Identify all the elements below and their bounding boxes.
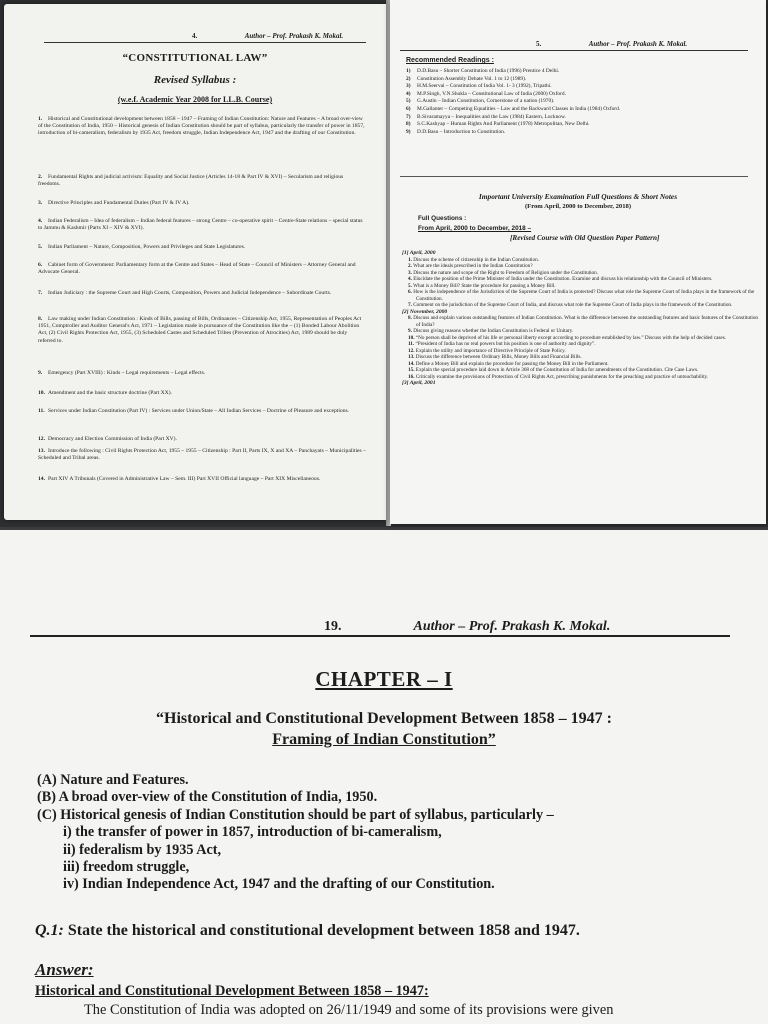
reading-item: 7) B.Sivaramayya – Inequalities and the Law (1984) Eastern, Lucknow. [406,113,566,120]
syllabus-item: 12. Democracy and Election Commission of India (Part XV). [38,436,177,442]
chapter-title [0,708,768,750]
reading-item: 6) M.Gallanter – Competing Equalities – Law and the Backward Classes in India (1984) Oxford. [406,105,621,112]
syllabus-item: 4. Indian Federalism – Idea of federalism – Indian federal features – strong Centre – co-operative spirit – Centre-State relations – special status to Jammu & Kashmir (Parts XI – XIV & XVI). [38,218,363,232]
full-questions-label: Full Questions : [418,215,467,222]
left-header-rule [44,42,366,43]
left-page-number: 4. [192,32,198,40]
question-item: 11. “President of India has no real powers but his position is one of authority and dignity”. [408,341,596,347]
reading-item: 4) M.P.Singh, V.N.Shukla – Constitutional Law of India (2000) Oxford. [406,90,566,97]
answer-heading: Answer: [35,960,94,979]
question-item: 7. Comment on the jurisdiction of the Supreme Court of India, and discuss what role the Supreme Court of India plays in the framework of the Constitution. [408,302,733,308]
topic-item: (A) Nature and Features. [37,772,189,788]
important-questions-range: (From April, 2000 to December, 2018) [524,203,632,210]
left-page-author: Author – Prof. Prakash K. Mokal. [244,32,344,40]
recommended-readings-heading: Recommended Readings : [406,57,494,64]
question-item: 13. Discuss the difference between Ordinary Bills, Money Bills and Financial Bills. [408,354,582,360]
syllabus-item: 5. Indian Parliament – Nature, Composition, Powers and Privileges and State Legislatures. [38,244,246,250]
question-group-heading: [1] April, 2000 [402,250,436,256]
revised-course-note: [Revised Course with Old Question Paper Pattern] [510,234,660,242]
syllabus-item: 8. Law making under Indian Constitution : Kinds of Bills, passing of Bills, Ordinances – Citizenship Act, 1955, Representation of Peoples Act 1951, Comptroller and Auditor General's Act, 1971 – Legislation made in pursuance of the Constitution like the – (1) Bonded Labour Abolition Act, (2) Civil Rights Protection Act, 1955, (3) Scheduled Castes and Scheduled Tribes (Prevention of Atrocities) Act, 1989 should be duly referred to. [38,316,362,344]
right-page [390,0,766,524]
question-item: 9. Discuss giving reasons whether the Indian Constitution is Federal or Unitary. [408,328,574,334]
topic-subitem: iii) freedom struggle, [63,859,190,876]
syllabus-wef: (w.e.f. Academic Year 2008 for LL.B. Course) [117,95,273,104]
syllabus-item: 3. Directive Principles and Fundamental Duties (Part IV & IV A). [38,200,190,206]
reading-item: 2) Constitution Assembly Debate Vol. 1 to 12 (1989). [406,75,527,82]
topic-item: (B) A broad over-view of the Constitution of India, 1950. [37,789,378,806]
question-group-heading: [3] April, 2001 [402,380,436,386]
right-header-rule [400,50,748,51]
question-group-heading: [2] November, 2000 [402,308,448,315]
syllabus-item: 10. Amendment and the basic structure doctrine (Part XX). [38,390,172,396]
reading-item: 5) G.Austin – Indian Constitution, Cornerstone of a nation (1970). [406,98,555,105]
question-item: 3. Discuss the nature and scope of the Right to Freedom of Religion under the Constitution. [408,269,599,276]
question-item: 15. Explain the special procedure laid down in Article 368 of the Constitution of India for amendments of the Constitution. Cite Case Laws. [408,367,699,373]
syllabus-item: 6. Cabinet form of Government: Parliamentary form at the Centre and States – Head of State – Council of Ministers – Attorney General and Advocate General. [38,262,356,276]
syllabus-item: 14. Part XIV A Tribunals (Covered in Administrative Law – Sem. III) Part XVII Official language – Part XIX Miscellaneous. [38,476,321,482]
chapter-title-line-2: Framing of Indian Constitution” [272,731,496,748]
syllabus-item: 7. Indian Judiciary : the Supreme Court and High Courts, Composition, Powers and Judicial Independence – Subordinate Courts. [38,290,332,296]
question-item: 5. What is a Money Bill? State the procedure for passing a Money Bill. [408,282,556,289]
syllabus-item: 9. Emergency (Part XVIII) : Kinds – Legal requirements – Legal effects. [38,370,206,376]
reading-item: 9) D.D.Basu – Introduction to Constitution. [406,128,506,135]
chapter-page-author: Author – Prof. Prakash K. Mokal. [413,619,611,634]
syllabus-title: “CONSTITUTIONAL LAW” [122,52,268,64]
chapter-topics [37,772,737,894]
topic-subitem: iv) Indian Independence Act, 1947 and the drafting of our Constitution. [63,876,495,893]
chapter-heading: CHAPTER – I [315,667,453,691]
question-item: 6. How is the independence of the Jurisdiction of the Supreme Court of India is protected? Discuss what role the Supreme Court of India plays in the framework of the Constitution. [408,289,755,302]
chapter-header-rule [30,635,730,637]
chapter-page [0,530,768,1024]
right-page-author: Author – Prof. Prakash K. Mokal. [588,40,688,48]
question-item: 1. Discuss the scheme of citizenship in the Indian Constitution. [408,256,539,263]
question-item: 12. Explain the utility and importance of Directive Principle of State Policy. [408,347,566,354]
question-item: 14. Define a Money Bill and explain the procedure for passing the Money Bill in the Parliament. [408,360,609,367]
question-heading [35,922,580,940]
question-number: Q.1: [35,922,64,939]
question-item: 4. Elucidate the position of the Prime Minister of India under the Constitution. Examine and discuss his relationship with the Council of Ministers. [408,276,713,282]
section-divider [400,176,748,177]
answer-paragraph: The Constitution of India was adopted on 26/11/1949 and some of its provisions were given [84,1002,614,1018]
chapter-title-line-1: “Historical and Constitutional Development Between 1858 – 1947 : [156,710,612,727]
question-item: 10. “No person shall be deprived of his life or personal liberty except according to procedure established by law.” Discuss with the help of decided cases. [408,334,727,341]
chapter-page-header [324,619,610,635]
chapter-page-number: 19. [324,619,342,634]
full-questions-range: From April, 2000 to December, 2018 – [418,225,532,232]
question-item: 2. What are the ideals prescribed in the Indian Constitution? [408,263,533,269]
syllabus-item: 1. Historical and Constitutional development between 1858 – 1947 – Framing of Indian Constitution: Nature and Features – A broad over-view of the Constitution of India, 1950 – Historical genesis of Indian Constitution should be part of syllabus, particularly the transfer of power in 1857, introduction of bi-cameralism, federalism by 1935 Act, freedom struggle, Indian Independence Act, 1947 and the drafting of our Constitution. [38,116,365,137]
reading-item: 8) S.C.Kashyap – Human Rights And Parliament (1978) Metropolitan, New Delhi. [406,121,590,128]
answer-section-heading: Historical and Constitutional Development Between 1858 – 1947: [35,983,429,999]
important-questions-title: Important University Examination Full Questions & Short Notes [478,192,678,201]
question-item: 8. Discuss and explain various outstanding features of Indian Constitution. What is the difference between the outstanding features and basic features of the Constitution of India? [408,315,759,328]
question-text: State the historical and constitutional development between 1858 and 1947. [67,922,580,939]
right-page-header [536,40,687,48]
reading-item: 3) H.M.Seervai – Constitution of India Vol. 1- 3 (1992), Tripathi. [406,83,552,90]
topic-subitem: ii) federalism by 1935 Act, [63,841,222,858]
recommended-readings-list [406,68,756,136]
topic-item: (C) Historical genesis of Indian Constitution should be part of syllabus, particularly – [37,806,554,823]
syllabus-item: 13. Introduce the following : Civil Rights Protection Act, 1955 – 1955 – Citizenship : Part II, Parts IX, X and XA – Panchayats – Municipalities – Scheduled and Tribal areas. [38,448,366,462]
question-item: 16. Critically examine the provisions of Protection of Civil Rights Act, prescribing punishments for the preaching and practice of untouchability. [408,373,709,380]
question-list [402,250,762,387]
reading-item: 1) D.D.Basu – Shorter Constitution of India (1996) Prentice 4 Delhi. [406,68,560,74]
syllabus-subtitle: Revised Syllabus : [153,74,237,86]
syllabus-item: 11. Services under Indian Constitution (Part IV) : Services under Union/State – All Indian Services – Doctrine of Pleasure and exceptions. [38,408,350,414]
left-page-header [192,32,343,40]
left-page [4,4,386,520]
right-page-number: 5. [536,40,542,48]
topic-subitem: i) the transfer of power in 1857, introduction of bi-cameralism, [63,824,442,841]
syllabus-item: 2. Fundamental Rights and judicial activism: Equality and Social Justice (Articles 14-18 & Part IV & XVI) – Secularism and religious freedoms. [38,174,344,188]
